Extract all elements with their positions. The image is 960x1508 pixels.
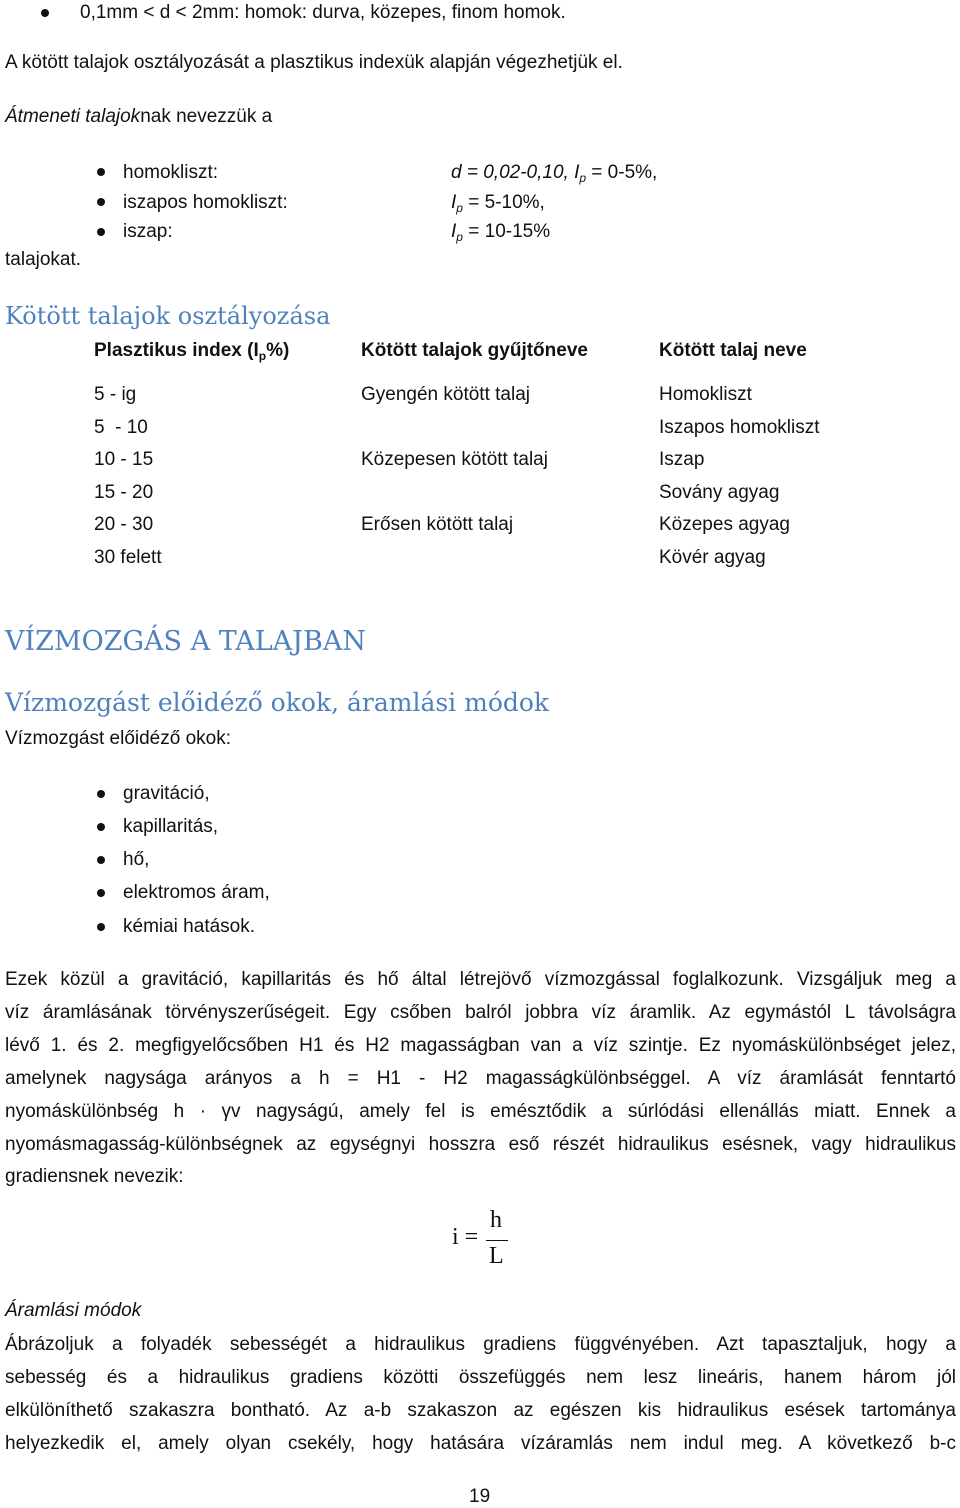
page-number: 19 (469, 1486, 491, 1507)
intro-line-2 (5, 106, 272, 128)
table-header-index: Plasztikus index $(I_p\%)$ (94, 340, 290, 363)
bullet-icon (97, 790, 105, 798)
transition-item-value: d = 0,02-0,10, $I_p = 0-5\%$, (451, 162, 658, 185)
list-item: hő, (123, 849, 150, 870)
transition-item-value: $I_p = 5-10\%$, (451, 192, 545, 215)
intro-line-3: talajokat. (5, 249, 82, 270)
table-cell: 15 - 20 (94, 482, 154, 503)
paragraph-line: sebesség és a hidraulikus gradiens közötti összefüggés nem lesz lineáris, hanem három jól (5, 1367, 956, 1388)
table-header-name: Kötött talaj neve (659, 340, 807, 361)
table-cell: 20 - 30 (94, 514, 154, 535)
paragraph-line: helyezkedik el, amely olyan csekély, hogy hatására vízáramlás nem indul meg. A következő b-c (5, 1433, 956, 1454)
paragraph-line: nyomáskülönbség h · γv nagyságú, amely fel is emésztődik a súrlódási ellenállás miatt. Ennek a (5, 1101, 956, 1122)
formula-denominator: L (489, 1243, 504, 1269)
bullet-icon (97, 923, 105, 931)
top-bullet-text: 0,1mm < d < 2mm: homok: durva, közepes, finom homok. (80, 2, 566, 23)
causes-intro: Vízmozgást előidéző okok: (5, 728, 232, 749)
table-cell: 5 - ig (94, 384, 137, 405)
bullet-icon (97, 856, 105, 864)
intro-line-1: A kötött talajok osztályozását a plasztikus indexük alapján végezhetjük el. (5, 52, 623, 73)
transition-item-value: $I_p = 10-15\%$ (451, 221, 551, 244)
bullet-icon (97, 228, 105, 236)
paragraph-line: nyomásmagasság-különbségnek az egységnyi hosszra eső részét hidraulikus esésnek, vagy hidraulikus (5, 1134, 956, 1155)
table-cell: Erősen kötött talaj (361, 514, 514, 535)
subsection-title: Vízmozgást előidéző okok, áramlási módok (5, 688, 550, 717)
bullet-icon (97, 198, 105, 206)
paragraph-line: amelynek nagysága arányos a h = H1 - H2 magasságkülönbséggel. A víz áramlását fenntartó (5, 1068, 956, 1089)
chapter-title: VÍZMOZGÁS A TALAJBAN (5, 626, 366, 657)
paragraph-line: gradiensnek nevezik: (5, 1166, 184, 1187)
table-cell: Közepes agyag (659, 514, 790, 535)
transition-item-name: homokliszt: (123, 162, 219, 183)
section-title: Kötött talajok osztályozása (5, 302, 331, 330)
paragraph-line: Ezek közül a gravitáció, kapillaritás és hő által létrejövő vízmozgással foglalkozunk. Vizsgáljuk meg a (5, 969, 956, 990)
table-cell: Sovány agyag (659, 482, 780, 503)
table-cell: Gyengén kötött talaj (361, 384, 530, 405)
table-cell: Homokliszt (659, 384, 752, 405)
transition-item-name: iszap: (123, 221, 173, 242)
bullet-icon (97, 168, 105, 176)
bullet-icon (97, 889, 105, 897)
bullet-icon (97, 823, 105, 831)
table-cell: Közepesen kötött talaj (361, 449, 548, 470)
table-cell: Iszapos homokliszt (659, 417, 820, 438)
intro-line-2-rest: nak nevezzük a (140, 106, 273, 127)
flow-title: Áramlási módok (5, 1300, 142, 1321)
table-cell: 5 - 10 (94, 417, 148, 438)
table-cell: Kövér agyag (659, 547, 766, 568)
list-item: elektromos áram, (123, 882, 270, 903)
paragraph-line: elkülöníthető szakaszra bontható. Az a-b szakaszon az egészen kis hidraulikus esések tartománya (5, 1400, 956, 1421)
table-header-group: Kötött talajok gyűjtőneve (361, 340, 588, 361)
transition-item-name: iszapos homokliszt: (123, 192, 288, 213)
paragraph-line: lévő 1. és 2. megfigyelőcsőben H1 és H2 magasságban van a víz szintje. Ez nyomáskülönbséget jelez, (5, 1035, 956, 1056)
list-item: kémiai hatások. (123, 916, 256, 937)
bullet-icon (41, 9, 49, 17)
table-cell: 30 felett (94, 547, 162, 568)
table-cell: Iszap (659, 449, 705, 470)
intro-line-2-italic: Átmeneti talajok (5, 106, 141, 127)
list-item: kapillaritás, (123, 816, 219, 837)
list-item: gravitáció, (123, 783, 210, 804)
paragraph-line: víz áramlásának törvényszerűségeit. Egy csőben balról jobbra víz áramlik. Az egymástól L távolságra (5, 1002, 956, 1023)
formula-lhs: i = (452, 1224, 479, 1250)
formula-numerator: h (490, 1207, 502, 1233)
fraction-bar (486, 1240, 508, 1241)
paragraph-line: Ábrázoljuk a folyadék sebességét a hidraulikus gradiens függvényében. Azt tapasztaljuk, hogy a (5, 1334, 956, 1355)
table-cell: 10 - 15 (94, 449, 154, 470)
